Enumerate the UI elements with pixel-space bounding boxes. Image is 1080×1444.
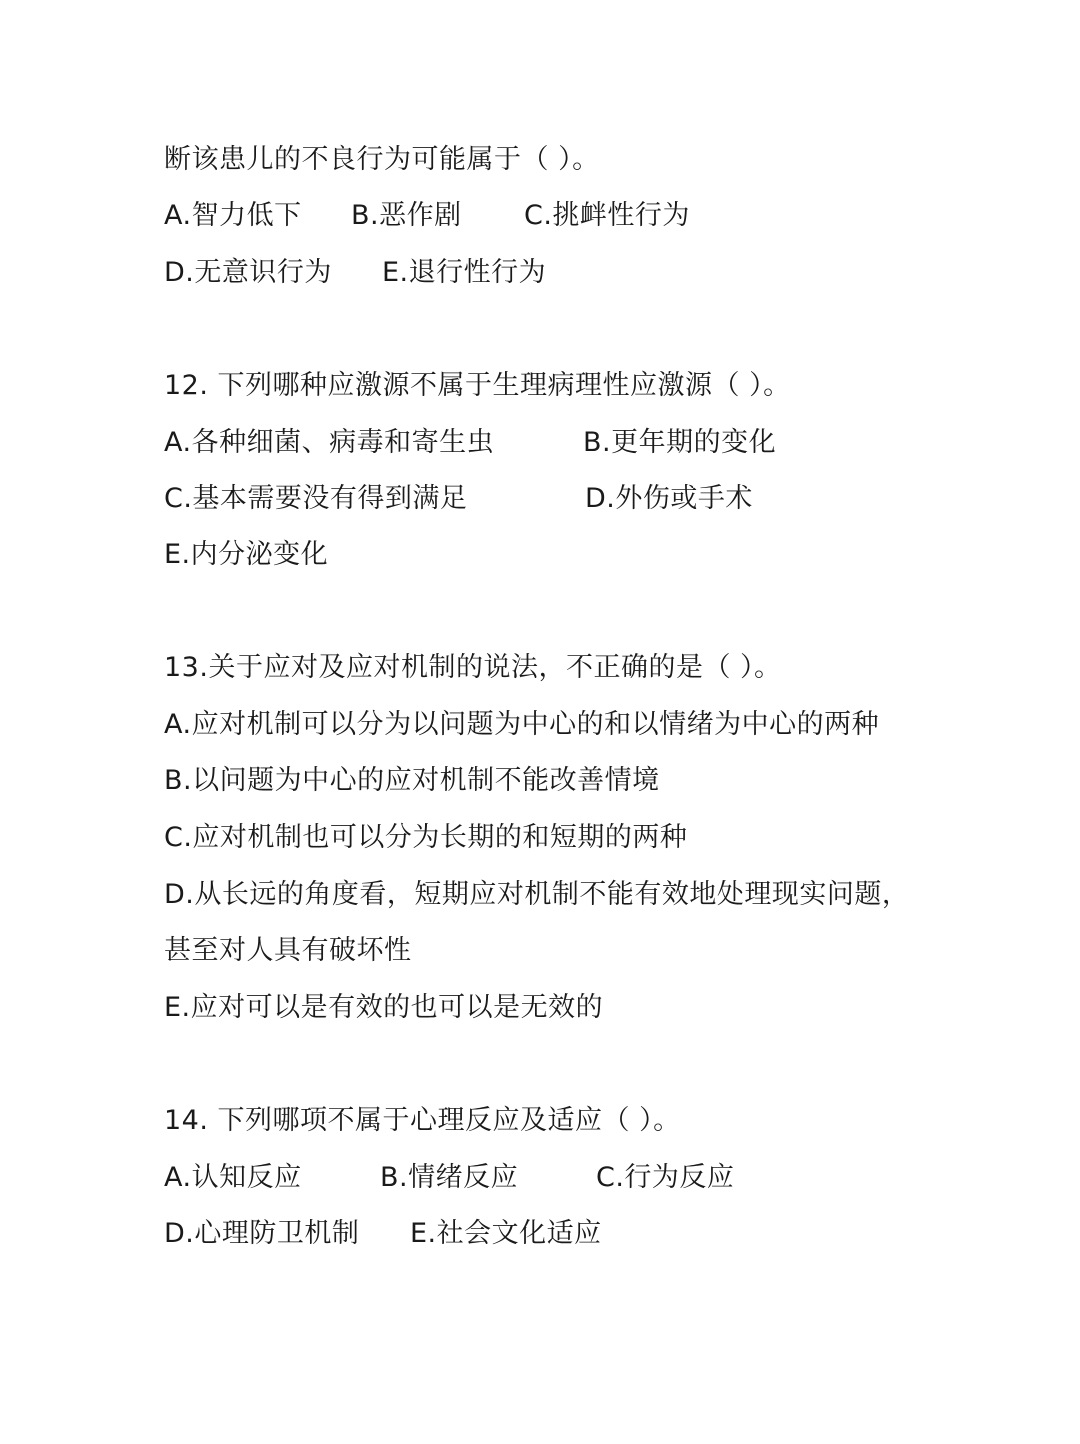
q11-options-row-2 xyxy=(164,255,864,291)
q11-option-a: A.智力低下 xyxy=(164,200,302,231)
q12-option-c: C.基本需要没有得到满足 xyxy=(164,483,468,514)
q13-option-d-line-2: 甚至对人具有破坏性 xyxy=(164,935,412,966)
q14-option-d: D.心理防卫机制 xyxy=(164,1218,360,1249)
q14-options-row-2 xyxy=(164,1216,864,1252)
q11-option-c: C.挑衅性行为 xyxy=(524,200,690,231)
q13-stem: 13.关于应对及应对机制的说法，不正确的是（ ）。 xyxy=(164,652,782,683)
q13-option-b: B.以问题为中心的应对机制不能改善情境 xyxy=(164,765,660,796)
q12-option-a: A.各种细菌、病毒和寄生虫 xyxy=(164,427,495,458)
q12-options-row-2 xyxy=(164,481,914,517)
q14-stem: 14. 下列哪项不属于心理反应及适应（ ）。 xyxy=(164,1105,681,1136)
q12-option-e: E.内分泌变化 xyxy=(164,539,329,570)
q12-option-d: D.外伤或手术 xyxy=(585,483,753,514)
q11-options-row-1 xyxy=(164,198,864,234)
q14-option-a: A.认知反应 xyxy=(164,1162,302,1193)
q11-option-e: E.退行性行为 xyxy=(382,257,547,288)
q11-stem-continued: 断该患儿的不良行为可能属于（ ）。 xyxy=(164,144,600,175)
q12-option-b: B.更年期的变化 xyxy=(583,427,777,458)
q13-option-a: A.应对机制可以分为以问题为中心的和以情绪为中心的两种 xyxy=(164,709,880,740)
q13-option-e: E.应对可以是有效的也可以是无效的 xyxy=(164,992,604,1023)
q12-options-row-1 xyxy=(164,425,914,461)
q14-options-row-1 xyxy=(164,1160,864,1196)
q11-option-b: B.恶作剧 xyxy=(351,200,462,231)
q14-option-b: B.情绪反应 xyxy=(380,1162,519,1193)
q13-option-c: C.应对机制也可以分为长期的和短期的两种 xyxy=(164,822,688,853)
q14-option-e: E.社会文化适应 xyxy=(410,1218,602,1249)
q14-option-c: C.行为反应 xyxy=(596,1162,735,1193)
q13-option-d-line-1: D.从长远的角度看，短期应对机制不能有效地处理现实问题， xyxy=(164,879,910,910)
q12-stem: 12. 下列哪种应激源不属于生理病理性应激源（ ）。 xyxy=(164,370,791,401)
q11-option-d: D.无意识行为 xyxy=(164,257,332,288)
